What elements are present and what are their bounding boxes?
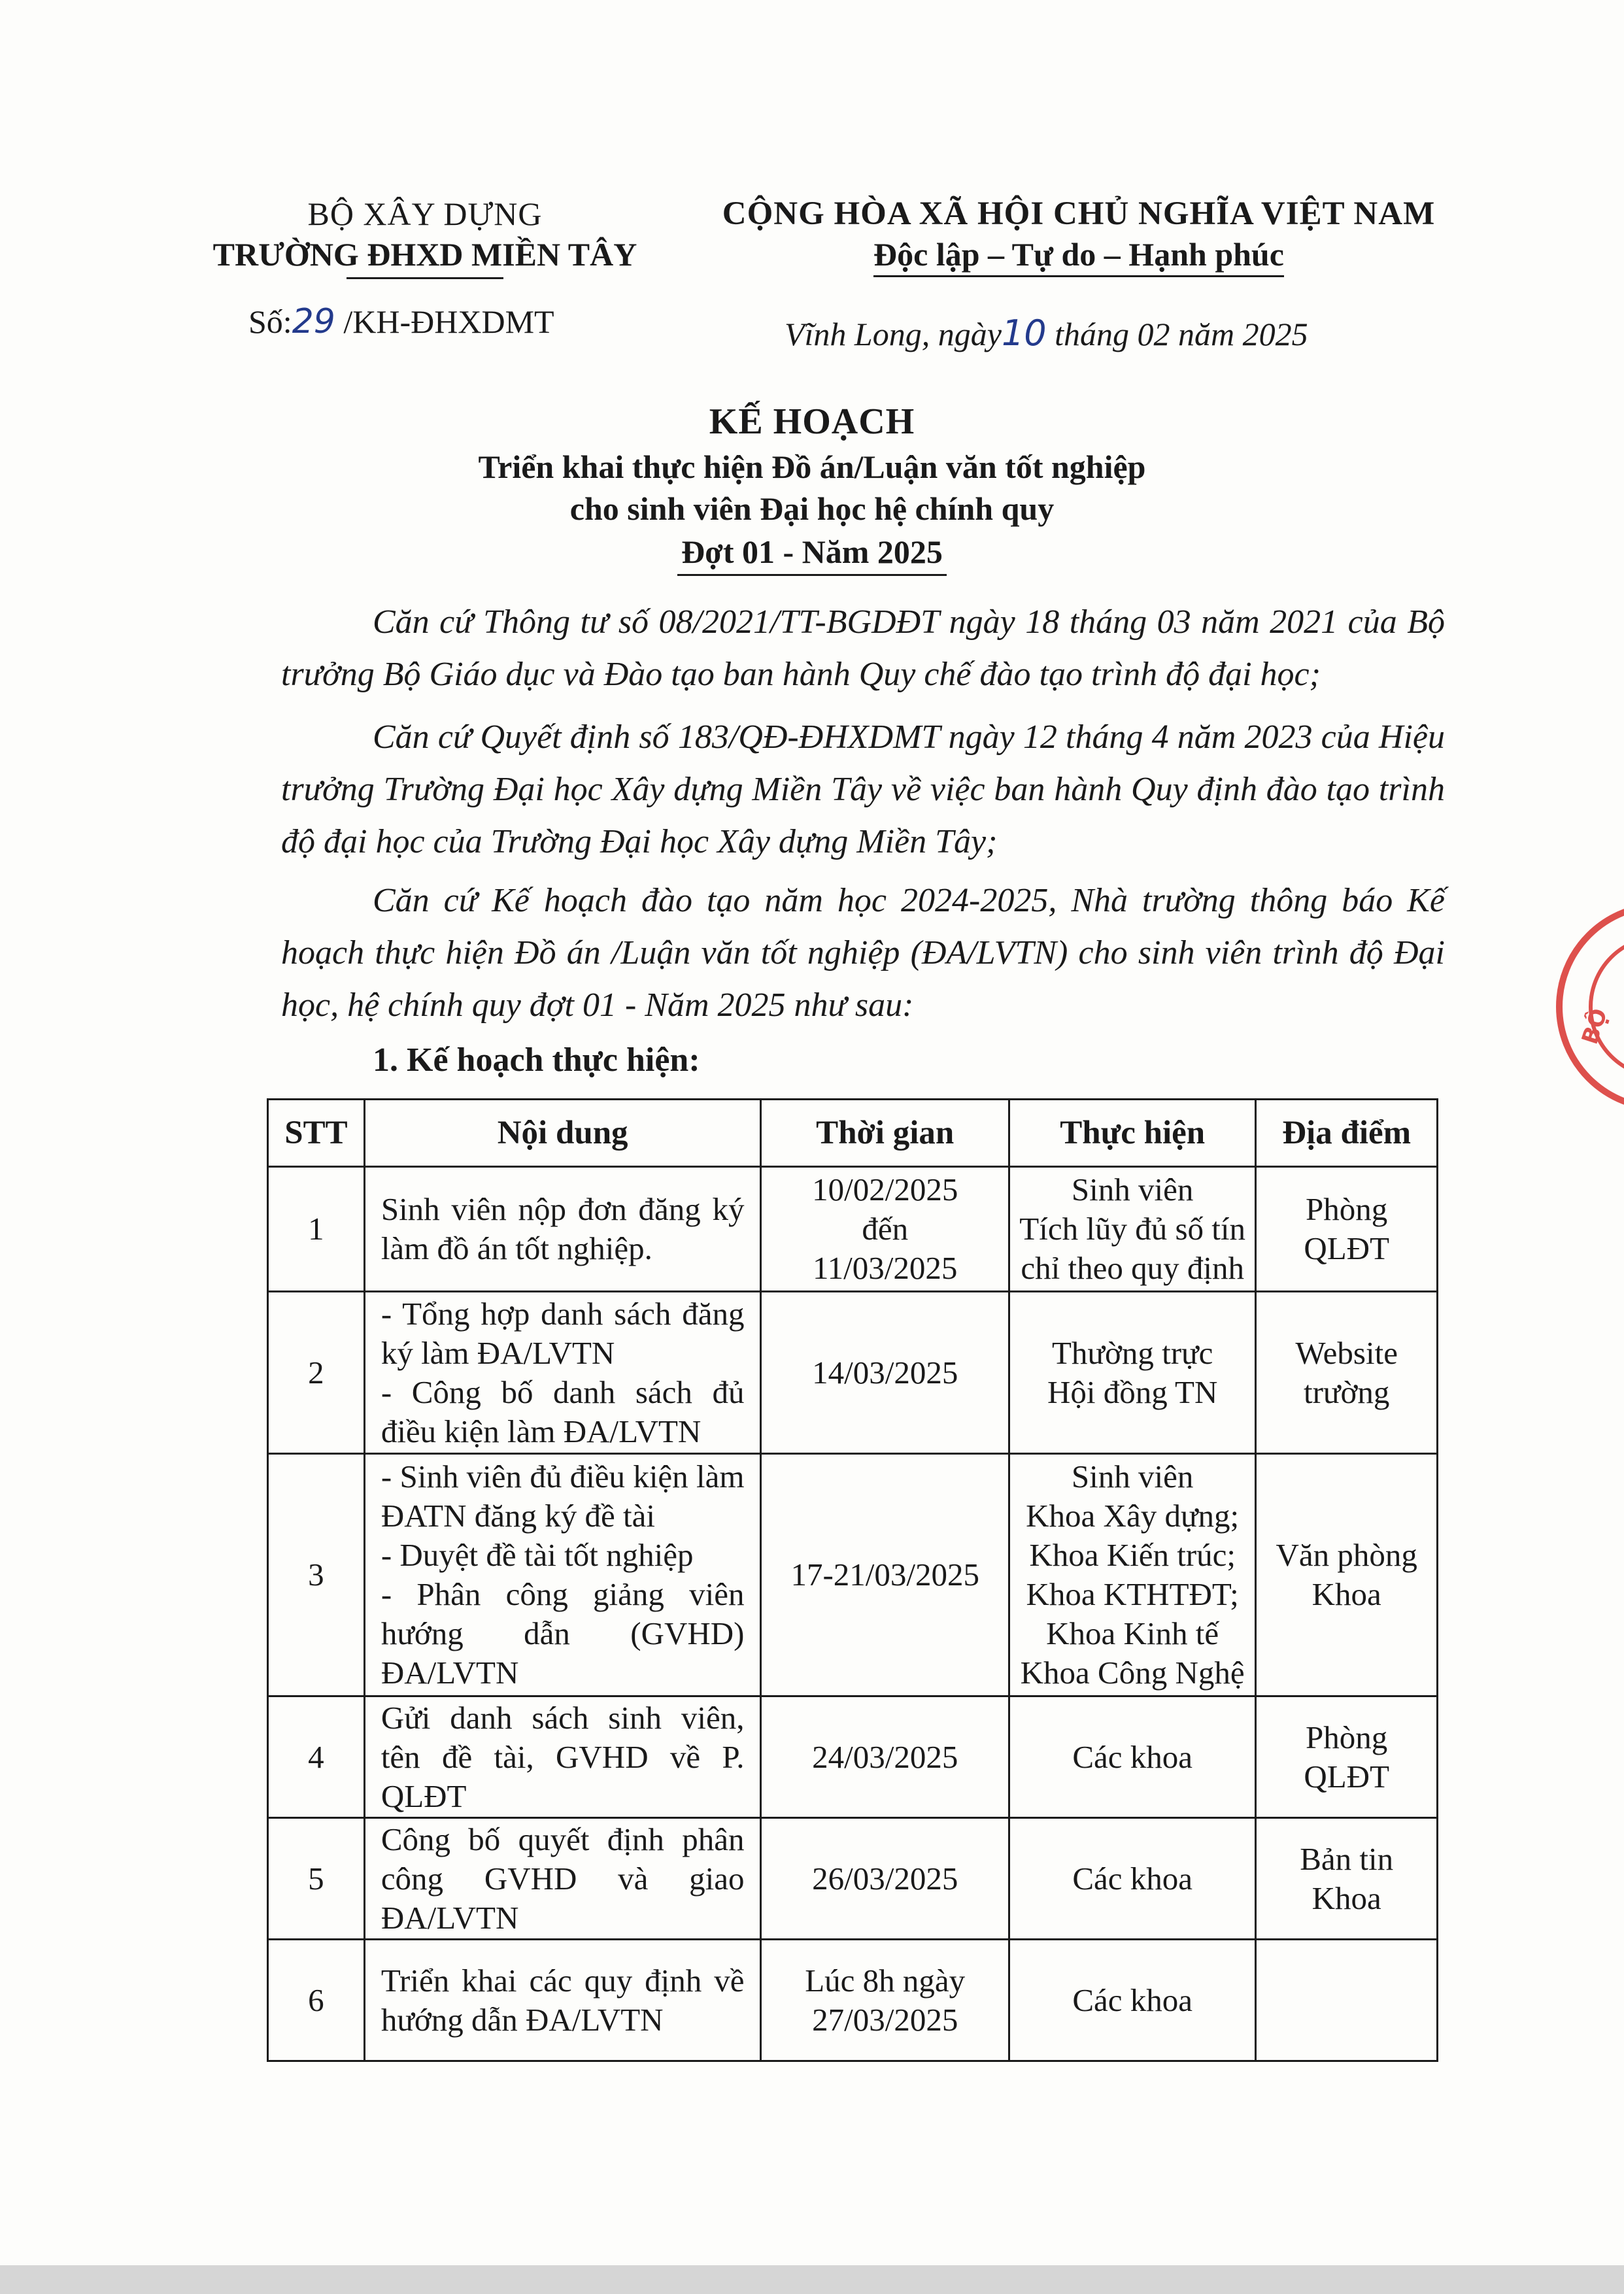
doc-number-handwritten: 29 — [292, 302, 335, 341]
cell-stt: 5 — [268, 1818, 365, 1940]
national-motto: Độc lập – Tự do – Hạnh phúc — [873, 234, 1284, 275]
section-heading: 1. Kế hoạch thực hiện: — [373, 1041, 700, 1079]
school-underline — [347, 277, 503, 279]
title-line-2: cho sinh viên Đại học hệ chính quy — [569, 490, 1055, 527]
cell-time — [761, 1818, 1009, 1940]
cell-place-line: Website — [1295, 1334, 1398, 1371]
header-right — [713, 194, 1445, 275]
cell-exec-line: Khoa Kinh tế — [1046, 1615, 1219, 1651]
red-seal-stamp — [1556, 902, 1624, 1111]
table-row — [268, 1940, 1438, 2061]
cell-time-line: 24/03/2025 — [812, 1738, 958, 1775]
cell-stt: 2 — [268, 1292, 365, 1454]
header-left — [196, 194, 654, 279]
cell-time — [761, 1292, 1009, 1454]
cell-exec — [1009, 1940, 1255, 2061]
cell-content-line: - Phân công giảng viên hướng dẫn (GVHD) ĐA/LVTN — [381, 1576, 745, 1691]
cell-exec-line: Thường trực — [1051, 1334, 1213, 1371]
cell-exec-line: Khoa KTHTĐT; — [1026, 1576, 1239, 1612]
cell-exec-line: Các khoa — [1072, 1860, 1193, 1897]
cell-content-line: - Công bố danh sách đủ điều kiện làm ĐA/LVTN — [381, 1374, 745, 1449]
cell-time — [761, 1167, 1009, 1292]
cell-content — [364, 1696, 761, 1818]
header-content: Nội dung — [364, 1100, 761, 1167]
cell-exec — [1009, 1818, 1255, 1940]
cell-exec-line: Khoa Xây dựng; — [1026, 1498, 1240, 1534]
cell-time-line: 10/02/2025 — [812, 1172, 958, 1207]
date-line — [785, 312, 1308, 354]
header-stt: STT — [268, 1100, 365, 1167]
cell-exec-line: Các khoa — [1072, 1738, 1193, 1775]
plan-table — [267, 1098, 1438, 2062]
cell-content-line: Sinh viên nộp đơn đăng ký làm đồ án tốt nghiệp. — [381, 1191, 745, 1266]
basis-paragraph-1: Căn cứ Thông tư số 08/2021/TT-BGDĐT ngày 18 tháng 03 năm 2021 của Bộ trưởng Bộ Giáo dục và Đào tạo ban hành Quy chế đào tạo trình độ đại học; — [281, 603, 1445, 693]
doc-number-prefix: Số: — [248, 303, 292, 340]
cell-stt: 1 — [268, 1167, 365, 1292]
cell-content — [364, 1167, 761, 1292]
cell-stt: 3 — [268, 1454, 365, 1696]
cell-exec-line: Khoa Công Nghệ — [1020, 1655, 1245, 1691]
cell-place-line: QLĐT — [1304, 1758, 1389, 1795]
cell-time-line: 11/03/2025 — [813, 1250, 958, 1286]
cell-exec-line: Khoa Kiến trúc; — [1029, 1537, 1236, 1573]
cell-exec-line: chỉ theo quy định — [1021, 1250, 1244, 1286]
cell-exec — [1009, 1292, 1255, 1454]
scan-edge-strip — [0, 2265, 1624, 2294]
cell-place-line: QLĐT — [1304, 1230, 1389, 1266]
title-block — [0, 397, 1624, 576]
cell-exec-line: Sinh viên — [1071, 1459, 1194, 1494]
cell-content — [364, 1292, 761, 1454]
cell-content-line: Công bố quyết định phân công GVHD và giao ĐA/LVTN — [381, 1821, 745, 1936]
header-exec: Thực hiện — [1009, 1100, 1255, 1167]
cell-exec-line: Các khoa — [1072, 1982, 1193, 2018]
cell-content-line: - Duyệt đề tài tốt nghiệp — [381, 1537, 694, 1573]
school-name: TRƯỜNG ĐHXD MIỀN TÂY — [212, 236, 637, 273]
cell-time-line: 26/03/2025 — [812, 1860, 958, 1897]
cell-time-line: Lúc 8h ngày — [805, 1962, 966, 1999]
title-line-1: Triển khai thực hiện Đồ án/Luận văn tốt nghiệp — [478, 448, 1146, 485]
cell-time — [761, 1454, 1009, 1696]
table-row — [268, 1167, 1438, 1292]
cell-place — [1256, 1292, 1438, 1454]
cell-content-line: - Tổng hợp danh sách đăng ký làm ĐA/LVTN — [381, 1295, 745, 1371]
country-name: CỘNG HÒA XÃ HỘI CHỦ NGHĨA VIỆT NAM — [722, 195, 1436, 232]
date-day-handwritten: 10 — [1001, 312, 1047, 354]
cell-content — [364, 1818, 761, 1940]
table-header-row — [268, 1100, 1438, 1167]
cell-place-line: Khoa — [1311, 1880, 1381, 1916]
cell-time — [761, 1940, 1009, 2061]
basis-paragraph-3: Căn cứ Kế hoạch đào tạo năm học 2024-2025, Nhà trường thông báo Kế hoạch thực hiện Đồ án /Luận văn tốt nghiệp (ĐA/LVTN) cho sinh viên trình độ Đại học, hệ chính quy đợt 01 - Năm 2025 như sau: — [281, 882, 1445, 1024]
cell-content-line: - Sinh viên đủ điều kiện làm ĐATN đăng ký đề tài — [381, 1459, 745, 1534]
cell-place-line: Khoa — [1311, 1576, 1381, 1612]
cell-place-line: Phòng — [1306, 1191, 1388, 1227]
cell-place — [1256, 1696, 1438, 1818]
stamp-text: BỘ — [1576, 1005, 1613, 1048]
cell-time — [761, 1696, 1009, 1818]
title-line-3: Đợt 01 - Năm 2025 — [677, 530, 947, 576]
cell-exec — [1009, 1167, 1255, 1292]
doc-number-suffix: /KH-ĐHXDMT — [343, 303, 554, 340]
cell-place-line: Bản tin — [1300, 1840, 1394, 1877]
basis-paragraph-2: Căn cứ Quyết định số 183/QĐ-ĐHXDMT ngày 12 tháng 4 năm 2023 của Hiệu trưởng Trường Đại học Xây dựng Miền Tây về việc ban hành Quy định đào tạo trình độ đại học của Trường Đại học Xây dựng Miền Tây; — [281, 718, 1445, 860]
cell-time-line: đến — [862, 1211, 909, 1247]
cell-content — [364, 1940, 761, 2061]
date-suffix: tháng 02 năm 2025 — [1055, 316, 1308, 352]
table-row — [268, 1292, 1438, 1454]
cell-stt: 4 — [268, 1696, 365, 1818]
cell-exec-line: Hội đồng TN — [1047, 1374, 1218, 1410]
table-row — [268, 1454, 1438, 1696]
cell-place — [1256, 1167, 1438, 1292]
cell-content-line: Triển khai các quy định về hướng dẫn ĐA/LVTN — [381, 1962, 745, 2038]
document-number — [248, 302, 554, 341]
cell-time-line: 27/03/2025 — [812, 2001, 958, 2038]
cell-exec — [1009, 1696, 1255, 1818]
ministry-name: BỘ XÂY DỰNG — [307, 195, 543, 232]
cell-content-line: Gửi danh sách sinh viên, tên đề tài, GVHD về P. QLĐT — [381, 1699, 745, 1814]
cell-stt: 6 — [268, 1940, 365, 2061]
date-prefix: Vĩnh Long, ngày — [785, 316, 1002, 352]
cell-place-line: Phòng — [1306, 1719, 1388, 1755]
cell-content — [364, 1454, 761, 1696]
document-title: KẾ HOẠCH — [709, 401, 915, 442]
table-body — [268, 1167, 1438, 2061]
table-row — [268, 1818, 1438, 1940]
cell-place-line: Văn phòng — [1276, 1537, 1417, 1573]
cell-exec-line: Tích lũy đủ số tín — [1019, 1211, 1246, 1247]
cell-place-line: trường — [1303, 1374, 1390, 1410]
cell-place — [1256, 1940, 1438, 2061]
header-time: Thời gian — [761, 1100, 1009, 1167]
header-place: Địa điểm — [1256, 1100, 1438, 1167]
cell-exec-line: Sinh viên — [1071, 1172, 1194, 1207]
table-row — [268, 1696, 1438, 1818]
cell-time-line: 14/03/2025 — [812, 1354, 958, 1391]
cell-time-line: 17-21/03/2025 — [790, 1557, 979, 1593]
cell-place — [1256, 1818, 1438, 1940]
cell-place — [1256, 1454, 1438, 1696]
cell-exec — [1009, 1454, 1255, 1696]
